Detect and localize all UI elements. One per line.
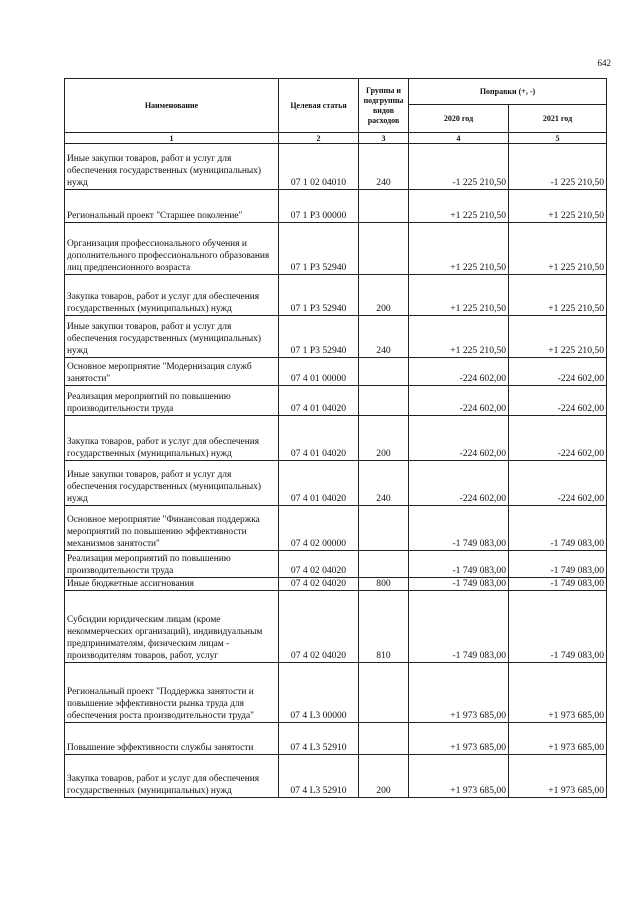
row-group: 200 [359,416,409,461]
table-row [65,190,607,223]
row-2021: -1 749 083,00 [509,591,607,663]
row-group: 200 [359,755,409,798]
row-group: 200 [359,275,409,316]
table-row [65,386,607,416]
row-2021: +1 973 685,00 [509,755,607,798]
table-row [65,755,607,798]
row-group [359,506,409,551]
row-group [359,723,409,755]
row-group [359,386,409,416]
row-code: 07 1 P3 52940 [279,316,359,358]
row-2020: -224 602,00 [409,358,509,386]
row-code: 07 4 01 04020 [279,416,359,461]
index-cell: 3 [359,133,409,144]
row-group: 810 [359,591,409,663]
row-code: 07 4 01 00000 [279,358,359,386]
row-code: 07 4 02 04020 [279,578,359,591]
row-name: Субсидии юридическим лицам (кроме некоммерческих организаций), индивидуальным предпринимателям, физическим лицам - производителям товаров, работ, услуг [65,591,279,663]
table-row [65,461,607,506]
row-2020: +1 973 685,00 [409,663,509,723]
row-2021: +1 225 210,50 [509,190,607,223]
table-row [65,723,607,755]
row-code: 07 4 01 04020 [279,386,359,416]
row-name: Повышение эффективности службы занятости [65,723,279,755]
row-2020: -1 749 083,00 [409,578,509,591]
row-code: 07 1 P3 00000 [279,190,359,223]
table-row [65,663,607,723]
table-row [65,591,607,663]
row-group [359,551,409,578]
table-row [65,316,607,358]
row-2020: -1 749 083,00 [409,551,509,578]
row-group [359,663,409,723]
table-row [65,223,607,275]
table-row [65,144,607,190]
row-2020: -224 602,00 [409,461,509,506]
row-name: Закупка товаров, работ и услуг для обеспечения государственных (муниципальных) нужд [65,755,279,798]
row-code: 07 4 02 00000 [279,506,359,551]
row-2020: +1 225 210,50 [409,316,509,358]
index-cell: 2 [279,133,359,144]
row-2020: +1 973 685,00 [409,755,509,798]
row-2021: -1 749 083,00 [509,551,607,578]
row-2021: -224 602,00 [509,358,607,386]
row-2021: -224 602,00 [509,461,607,506]
row-name: Региональный проект "Поддержка занятости и повышение эффективности рынка труда для обеспечения роста производительности труда" [65,663,279,723]
table-row [65,551,607,578]
row-2020: +1 225 210,50 [409,275,509,316]
row-name: Реализация мероприятий по повышению производительности труда [65,386,279,416]
table-row [65,506,607,551]
row-group [359,358,409,386]
row-code: 07 4 L3 00000 [279,663,359,723]
row-name: Иные закупки товаров, работ и услуг для обеспечения государственных (муниципальных) нужд [65,144,279,190]
row-group: 800 [359,578,409,591]
row-code: 07 4 02 04020 [279,551,359,578]
row-name: Закупка товаров, работ и услуг для обеспечения государственных (муниципальных) нужд [65,275,279,316]
table-row [65,578,607,591]
row-name: Иные закупки товаров, работ и услуг для обеспечения государственных (муниципальных) нужд [65,461,279,506]
row-group [359,223,409,275]
row-code: 07 4 01 04020 [279,461,359,506]
table-row [65,275,607,316]
row-code: 07 1 P3 52940 [279,223,359,275]
row-2020: -1 749 083,00 [409,591,509,663]
index-cell: 4 [409,133,509,144]
row-name: Иные бюджетные ассигнования [65,578,279,591]
row-2020: -224 602,00 [409,416,509,461]
row-code: 07 4 L3 52910 [279,755,359,798]
header-name: Наименование [65,79,279,133]
row-group: 240 [359,461,409,506]
row-group: 240 [359,316,409,358]
row-name: Реализация мероприятий по повышению производительности труда [65,551,279,578]
row-code: 07 4 02 04020 [279,591,359,663]
row-2021: +1 973 685,00 [509,723,607,755]
row-code: 07 1 02 04010 [279,144,359,190]
row-2021: +1 225 210,50 [509,316,607,358]
header-year-2021: 2021 год [509,105,607,133]
index-cell: 5 [509,133,607,144]
header-target: Целевая статья [279,79,359,133]
row-2020: +1 225 210,50 [409,223,509,275]
row-name: Региональный проект "Старшее поколение" [65,190,279,223]
row-2021: -1 749 083,00 [509,506,607,551]
row-name: Закупка товаров, работ и услуг для обеспечения государственных (муниципальных) нужд [65,416,279,461]
row-name: Организация профессионального обучения и дополнительного профессионального образования лиц предпенсионного возраста [65,223,279,275]
table-row [65,358,607,386]
header-year-2020: 2020 год [409,105,509,133]
page-number: 642 [597,58,611,68]
row-2021: -224 602,00 [509,386,607,416]
row-code: 07 1 P3 52940 [279,275,359,316]
row-group: 240 [359,144,409,190]
row-name: Иные закупки товаров, работ и услуг для обеспечения государственных (муниципальных) нужд [65,316,279,358]
index-cell: 1 [65,133,279,144]
row-2020: +1 225 210,50 [409,190,509,223]
table-row [65,416,607,461]
index-row [65,133,607,144]
budget-table [64,78,607,798]
row-name: Основное мероприятие "Финансовая поддержка мероприятий по повышению эффективности механизмов занятости" [65,506,279,551]
row-2021: +1 225 210,50 [509,223,607,275]
row-name: Основное мероприятие "Модернизация служб занятости" [65,358,279,386]
row-2021: +1 973 685,00 [509,663,607,723]
row-2021: -1 225 210,50 [509,144,607,190]
header-amendments: Поправки (+, -) [409,79,607,105]
header-group: Группы и подгруппы видов расходов [359,79,409,133]
row-2021: -1 749 083,00 [509,578,607,591]
row-2020: -1 749 083,00 [409,506,509,551]
row-code: 07 4 L3 52910 [279,723,359,755]
row-2021: +1 225 210,50 [509,275,607,316]
row-2020: -224 602,00 [409,386,509,416]
row-2021: -224 602,00 [509,416,607,461]
row-group [359,190,409,223]
row-2020: +1 973 685,00 [409,723,509,755]
row-2020: -1 225 210,50 [409,144,509,190]
